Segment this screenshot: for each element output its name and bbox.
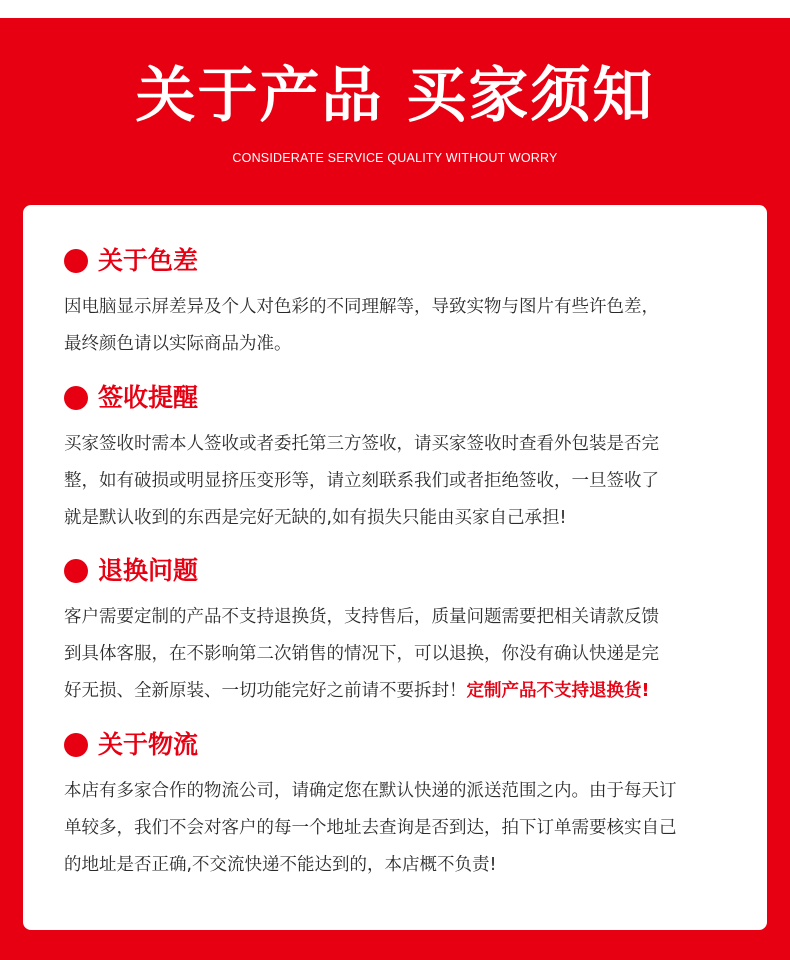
body-line: 的地址是否正确,不交流快递不能达到的，本店概不负责!: [64, 855, 497, 875]
section-header: [64, 553, 744, 589]
body-line: 本店有多家合作的物流公司，请确定您在默认快递的派送范围之内。由于每天订: [64, 781, 677, 801]
section-header: [64, 727, 744, 763]
section-title: 退换问题: [98, 556, 199, 585]
bullet-dot-icon: [64, 386, 88, 410]
section-body: [64, 289, 744, 363]
section-body: [64, 773, 744, 884]
body-line: [64, 673, 744, 710]
section-title: 关于物流: [98, 730, 199, 759]
body-line: 因电脑显示屏差异及个人对色彩的不同理解等，导致实物与图片有些许色差，: [64, 297, 659, 317]
section-delivery-reminder: [64, 380, 744, 537]
section-body: [64, 599, 744, 710]
section-return-exchange: [64, 553, 744, 710]
section-header: [64, 380, 744, 416]
section-title: 签收提醒: [98, 383, 199, 412]
page-subtitle: CONSIDERATE SERVICE QUALITY WITHOUT WORRY: [232, 151, 558, 165]
bullet-dot-icon: [64, 733, 88, 757]
page-title: 关于产品 买家须知: [135, 61, 655, 131]
section-color-difference: [64, 243, 744, 363]
body-text: 好无损、全新原装、一切功能完好之前请不要拆封！: [64, 681, 467, 701]
body-line: 客户需要定制的产品不支持退换货，支持售后，质量问题需要把相关请款反馈: [64, 607, 659, 627]
section-logistics: [64, 727, 744, 884]
bullet-dot-icon: [64, 249, 88, 273]
bullet-dot-icon: [64, 559, 88, 583]
body-line: 最终颜色请以实际商品为准。: [64, 334, 292, 354]
body-line: 整，如有破损或明显挤压变形等，请立刻联系我们或者拒绝签收，一旦签收了: [64, 471, 659, 491]
section-body: [64, 426, 744, 537]
highlight-warning: 定制产品不支持退换货!: [466, 681, 650, 701]
body-line: 到具体客服，在不影响第二次销售的情况下，可以退换，你没有确认快递是完: [64, 644, 659, 664]
section-title: 关于色差: [98, 246, 199, 275]
body-line: 就是默认收到的东西是完好无缺的,如有损失只能由买家自己承担!: [64, 508, 567, 528]
body-line: 单较多，我们不会对客户的每一个地址去查询是否到达，拍下订单需要核实自己: [64, 818, 677, 838]
body-line: 买家签收时需本人签收或者委托第三方签收，请买家签收时查看外包装是否完: [64, 434, 659, 454]
section-header: [64, 243, 744, 279]
notice-card: [23, 205, 767, 930]
